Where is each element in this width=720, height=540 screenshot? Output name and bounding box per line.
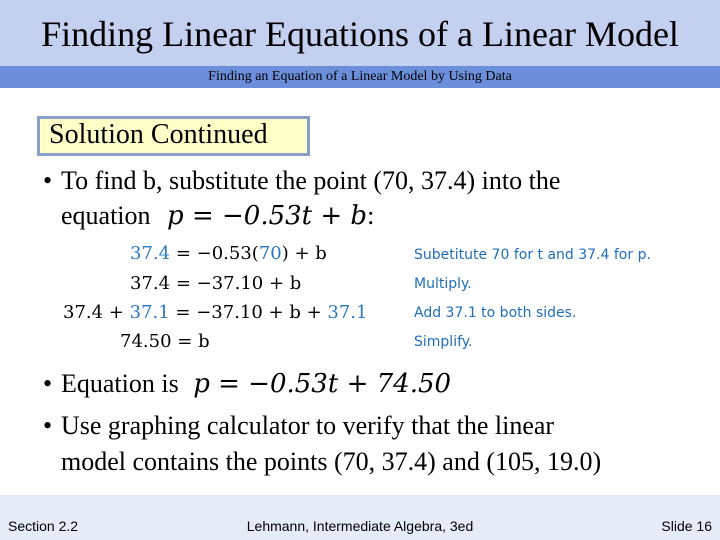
work-row-1 bbox=[130, 243, 327, 265]
bullet-dot: • bbox=[43, 369, 53, 398]
bullet-3-line-2: model contains the points (70, 37.4) and (105, 19.0) bbox=[61, 447, 602, 476]
note-substitute: Subetitute 70 for t and 37.4 for p. bbox=[414, 247, 651, 263]
footer-section: Section 2.2 bbox=[8, 518, 79, 534]
row-1-rhs-start: = −0.53( bbox=[175, 243, 259, 264]
row-2-lhs: 37.4 bbox=[130, 273, 171, 294]
footer-book: Lehmann, Intermediate Algebra, 3ed bbox=[246, 518, 474, 534]
row-3-rhs: = −37.10 + b + bbox=[169, 302, 328, 323]
row-1-substituted: 70 bbox=[258, 243, 282, 264]
bullet-1-line-1: To find b, substitute the point (70, 37.4) into the bbox=[61, 166, 561, 195]
row-4-lhs: 74.50 bbox=[120, 331, 172, 352]
note-add: Add 37.1 to both sides. bbox=[414, 305, 577, 321]
row-3-added-rhs: 37.1 bbox=[327, 302, 368, 323]
footer-slide-number: Slide 16 bbox=[661, 518, 712, 534]
bullet-1-prefix: equation bbox=[61, 201, 151, 230]
bullet-3-line-1: Use graphing calculator to verify that the linear bbox=[61, 411, 555, 440]
bullet-2-prefix: Equation is bbox=[61, 369, 179, 398]
work-row-3 bbox=[63, 302, 367, 324]
bullet-1-equation: p = −0.53t + b bbox=[167, 201, 368, 231]
bullet-2-equation: p = −0.53t + 74.50 bbox=[193, 369, 452, 399]
bullet-dot: • bbox=[43, 166, 53, 195]
row-3-added-lhs: 37.1 bbox=[129, 302, 170, 323]
bullet-dot: • bbox=[43, 411, 53, 440]
row-1-lhs: 37.4 bbox=[130, 243, 171, 264]
work-row-4 bbox=[120, 331, 210, 353]
solution-label: Solution Continued bbox=[49, 119, 268, 150]
row-1-rhs-end: ) + b bbox=[281, 243, 327, 264]
bullet-2-line bbox=[61, 368, 451, 400]
bullet-1-suffix: : bbox=[367, 201, 375, 230]
slide-subtitle: Finding an Equation of a Linear Model by Using Data bbox=[208, 69, 512, 84]
row-4-rhs: = b bbox=[177, 331, 210, 352]
note-simplify: Simplify. bbox=[414, 334, 473, 350]
bullet-1-line-2 bbox=[61, 200, 374, 232]
slide-title: Finding Linear Equations of a Linear Model bbox=[41, 14, 679, 54]
note-multiply: Multiply. bbox=[414, 276, 472, 292]
row-2-rhs: = −37.10 + b bbox=[175, 273, 302, 294]
row-3-lhs: 37.4 + bbox=[63, 302, 130, 323]
work-row-2 bbox=[130, 273, 301, 295]
